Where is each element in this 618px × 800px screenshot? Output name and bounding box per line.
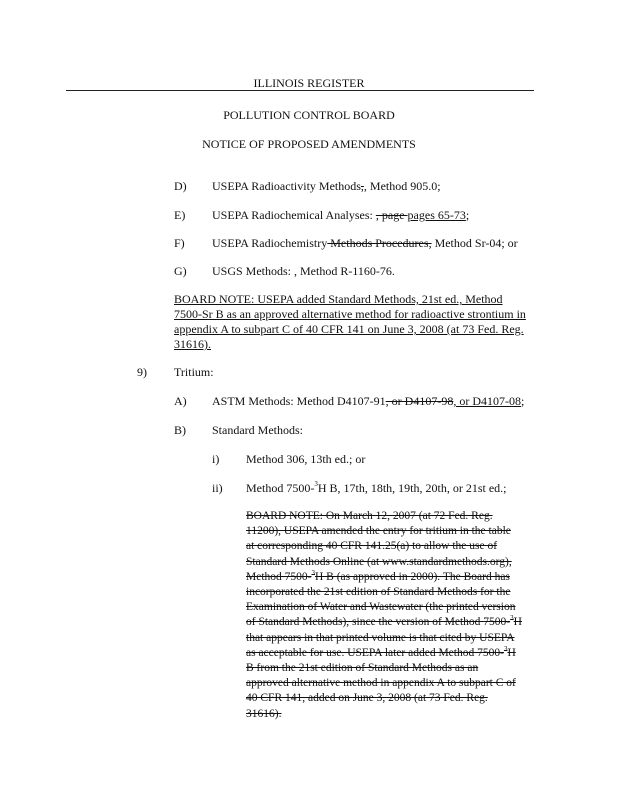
- item-g-letter: G): [174, 264, 187, 278]
- board-title: POLLUTION CONTROL BOARD: [223, 108, 395, 122]
- header-rule: [66, 90, 534, 91]
- note2-line: incorporated the 21st edition of Standard Methods for the: [246, 586, 511, 599]
- tritium-a-letter: A): [174, 394, 187, 408]
- note2-line: of Standard Methods), since the version of Method 7500-$^3$H: [246, 614, 522, 629]
- note2-line: 11200), USEPA amended the entry for tritium in the table: [246, 525, 511, 538]
- tritium-i-text: Method 306, 13th ed.; or: [246, 452, 366, 466]
- note2-line: Examination of Water and Wastewater (the printed version: [246, 601, 516, 614]
- section-title: Tritium:: [174, 365, 214, 379]
- item-d-text: USEPA Radioactivity Methods,, Method 905.0;: [212, 179, 441, 193]
- note2-line: B from the 21st edition of Standard Methods as an: [246, 662, 479, 675]
- tritium-ii-num: ii): [212, 481, 223, 495]
- board-note-strontium: [174, 292, 534, 352]
- note1-line: BOARD NOTE: USEPA added Standard Methods, 21st ed., Method: [174, 292, 503, 306]
- item-g-text: USGS Methods: , Method R-1160-76.: [212, 264, 395, 278]
- note2-line: approved alternative method in appendix A to subpart C of: [246, 677, 516, 690]
- note2-line: 40 CFR 141, added on June 3, 2008 (at 73 Fed. Reg.: [246, 692, 488, 705]
- register-title: ILLINOIS REGISTER: [253, 76, 365, 90]
- item-e-text: USEPA Radiochemical Analyses: , page pages 65-73;: [212, 208, 470, 222]
- note2-line: 31616).: [246, 707, 282, 720]
- note1-line: 7500-Sr B as an approved alternative method for radioactive strontium in: [174, 307, 526, 321]
- note2-line: BOARD NOTE: On March 12, 2007 (at 72 Fed. Reg.: [246, 510, 493, 522]
- tritium-b-text: Standard Methods:: [212, 423, 303, 437]
- tritium-b-letter: B): [174, 423, 186, 437]
- tritium-ii-text: Method 7500-$^3$H B, 17th, 18th, 19th, 20th, or 21st ed.;: [246, 480, 507, 495]
- tritium-a-text: ASTM Methods: Method D4107-91, or D4107-98, or D4107-08;: [212, 394, 525, 408]
- note1-line: appendix A to subpart C of 40 CFR 141 on June 3, 2008 (at 73 Fed. Reg.: [174, 322, 524, 336]
- item-e-letter: E): [174, 208, 186, 222]
- tritium-i-num: i): [212, 452, 220, 466]
- item-f-text: USEPA Radiochemistry Methods Procedures, Method Sr-04; or: [212, 236, 518, 250]
- notice-title: NOTICE OF PROPOSED AMENDMENTS: [202, 137, 416, 151]
- item-f-letter: F): [174, 236, 185, 250]
- item-d-letter: D): [174, 179, 187, 193]
- board-note-tritium: [246, 509, 538, 722]
- note2-line: Standard Methods Online (at www.standardmethods.org),: [246, 555, 512, 568]
- section-number: 9): [137, 365, 147, 379]
- note2-line: Method 7500-$^3$H B (as approved in 2000). The Board has: [246, 568, 510, 583]
- note2-line: that appears in that printed volume is that cited by USEPA: [246, 631, 515, 644]
- note2-line: as acceptable for use. USEPA later added Method 7500-$^3$H: [246, 644, 516, 659]
- note2-line: at corresponding 40 CFR 141.25(a) to allow the use of: [246, 540, 498, 553]
- note1-line: 31616).: [174, 337, 211, 351]
